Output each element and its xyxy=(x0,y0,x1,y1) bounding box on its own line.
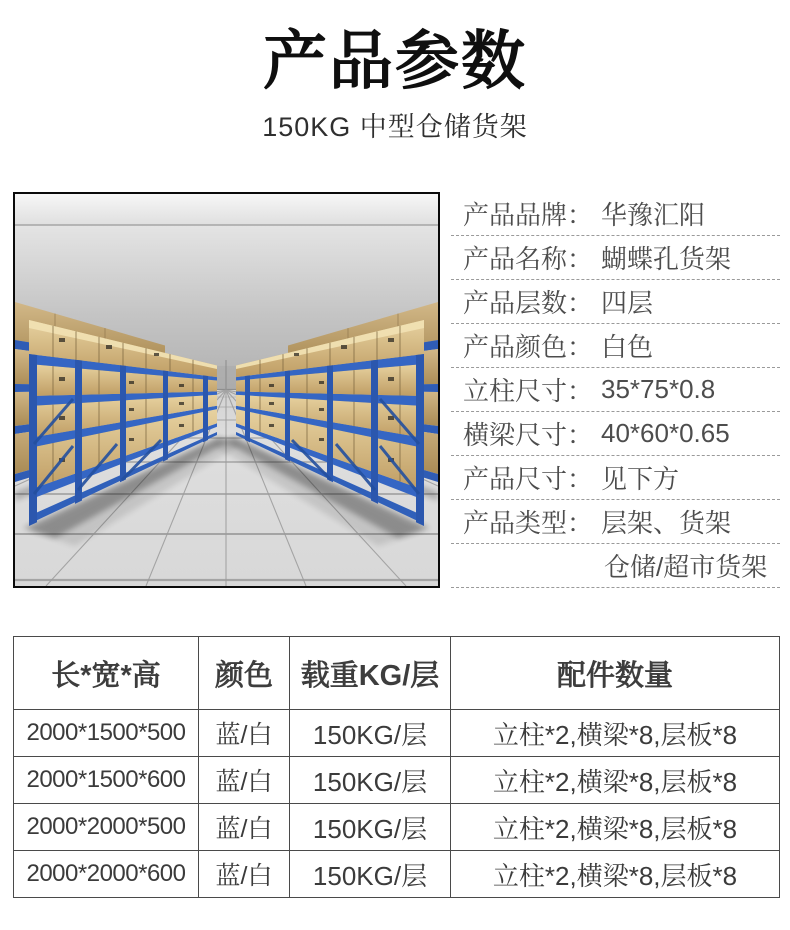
spec-row-brand xyxy=(451,192,780,236)
table-row xyxy=(14,804,780,851)
cell-color: 蓝/白 xyxy=(199,757,290,804)
spec-row-post-size xyxy=(451,368,780,412)
spec-row-beam-size xyxy=(451,412,780,456)
cell-dimensions: 2000*1500*600 xyxy=(14,757,199,804)
spec-value: 35*75*0.8 xyxy=(601,374,716,404)
cell-color: 蓝/白 xyxy=(199,710,290,757)
header-load: 载重KG/层 xyxy=(290,637,451,710)
table-row xyxy=(14,851,780,898)
cell-color: 蓝/白 xyxy=(199,804,290,851)
cell-parts: 立柱*2,横梁*8,层板*8 xyxy=(451,710,780,757)
product-photo xyxy=(13,192,440,588)
cell-load: 150KG/层 xyxy=(290,710,451,757)
spec-label: 横梁尺寸： xyxy=(463,420,594,450)
spec-row-type xyxy=(451,500,780,544)
page-subtitle: 150KG 中型仓储货架 xyxy=(262,112,528,142)
photo-and-specs-section xyxy=(13,192,780,588)
cell-parts: 立柱*2,横梁*8,层板*8 xyxy=(451,851,780,898)
spec-label: 产品层数： xyxy=(463,288,594,318)
spec-label: 产品品牌： xyxy=(463,200,594,230)
cell-color: 蓝/白 xyxy=(199,851,290,898)
warehouse-scene xyxy=(15,194,438,586)
spec-label: 产品类型： xyxy=(463,508,594,538)
spec-value: 仓储/超市货架 xyxy=(604,552,768,582)
spec-value: 蝴蝶孔货架 xyxy=(601,244,732,274)
spec-label: 产品颜色： xyxy=(463,332,594,362)
cell-dimensions: 2000*1500*500 xyxy=(14,710,199,757)
spec-value: 四层 xyxy=(601,288,654,318)
spec-row-layers xyxy=(451,280,780,324)
table-header-row xyxy=(14,637,780,710)
cell-dimensions: 2000*2000*500 xyxy=(14,804,199,851)
spec-label: 产品尺寸： xyxy=(463,464,594,494)
spec-row-name xyxy=(451,236,780,280)
cell-load: 150KG/层 xyxy=(290,757,451,804)
spec-row-product-size xyxy=(451,456,780,500)
header-dimensions: 长*宽*高 xyxy=(14,637,199,710)
spec-value: 层架、货架 xyxy=(601,508,732,538)
table-row xyxy=(14,710,780,757)
cell-load: 150KG/层 xyxy=(290,851,451,898)
cell-parts: 立柱*2,横梁*8,层板*8 xyxy=(451,757,780,804)
size-spec-table xyxy=(13,636,780,898)
page-title: 产品参数 xyxy=(263,25,527,97)
header-parts: 配件数量 xyxy=(451,637,780,710)
header-color: 颜色 xyxy=(199,637,290,710)
cell-load: 150KG/层 xyxy=(290,804,451,851)
cell-dimensions: 2000*2000*600 xyxy=(14,851,199,898)
spec-value: 40*60*0.65 xyxy=(601,418,730,448)
spec-row-type-cont xyxy=(451,544,780,588)
spec-label: 立柱尺寸： xyxy=(463,376,594,406)
cell-parts: 立柱*2,横梁*8,层板*8 xyxy=(451,804,780,851)
spec-label: 产品名称： xyxy=(463,244,594,274)
spec-value: 白色 xyxy=(601,332,654,362)
table-row xyxy=(14,757,780,804)
spec-list xyxy=(451,192,780,588)
spec-value: 华豫汇阳 xyxy=(601,200,706,230)
spec-value: 见下方 xyxy=(601,464,680,494)
spec-row-color xyxy=(451,324,780,368)
